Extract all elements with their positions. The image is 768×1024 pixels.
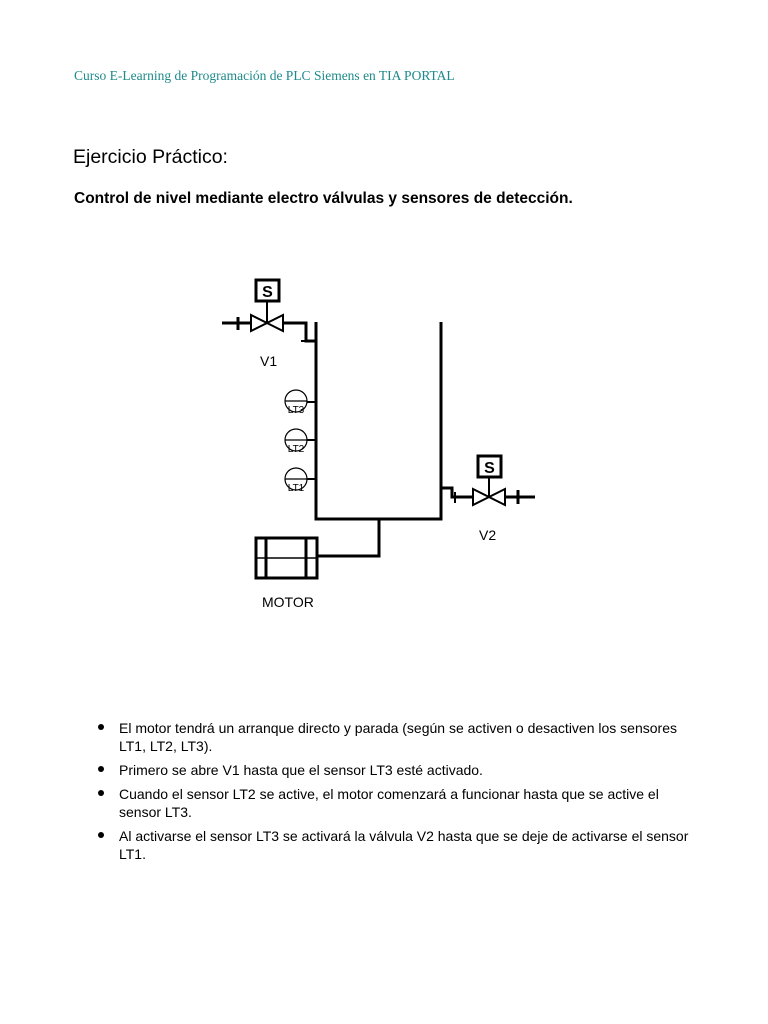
solenoid-s-v2: S bbox=[484, 460, 495, 477]
sensor-lt1-label: LT1 bbox=[287, 483, 305, 494]
drain-pipe-bend bbox=[441, 488, 473, 497]
bullet-icon bbox=[98, 790, 104, 796]
list-item-text: Cuando el sensor LT2 se active, el motor comenzará a funcionar hasta que se active el sensor LT3. bbox=[119, 786, 659, 820]
outlet-pipe bbox=[317, 519, 379, 556]
instruction-list bbox=[92, 719, 692, 869]
list-item bbox=[92, 761, 692, 779]
list-item bbox=[92, 719, 692, 755]
document-header: Curso E-Learning de Programación de PLC Siemens en TIA PORTAL bbox=[74, 68, 455, 83]
motor bbox=[256, 538, 317, 578]
sensor-lt3-label: LT3 bbox=[287, 405, 305, 416]
list-item bbox=[92, 827, 692, 863]
v1-label: V1 bbox=[260, 353, 278, 369]
list-item-text: Primero se abre V1 hasta que el sensor LT3 esté activado. bbox=[119, 762, 483, 778]
inlet-pipe-bend bbox=[283, 323, 316, 341]
bullet-icon bbox=[98, 832, 104, 838]
exercise-subtitle: Control de nivel mediante electro válvulas y sensores de detección. bbox=[74, 190, 573, 207]
list-item-text: El motor tendrá un arranque directo y parada (según se activen o desactiven los sensores LT1, LT2, LT3). bbox=[119, 720, 677, 754]
solenoid-s-v1: S bbox=[262, 284, 273, 301]
sensor-lt2-label: LT2 bbox=[287, 444, 305, 455]
motor-label: MOTOR bbox=[262, 594, 314, 610]
bullet-icon bbox=[98, 766, 104, 772]
page-title: Ejercicio Práctico: bbox=[73, 146, 228, 168]
list-item-text: Al activarse el sensor LT3 se activará la válvula V2 hasta que se deje de activarse el sensor LT1. bbox=[119, 828, 689, 862]
tank bbox=[316, 322, 441, 519]
bullet-icon bbox=[98, 724, 104, 730]
list-item bbox=[92, 785, 692, 821]
v2-label: V2 bbox=[479, 527, 497, 543]
